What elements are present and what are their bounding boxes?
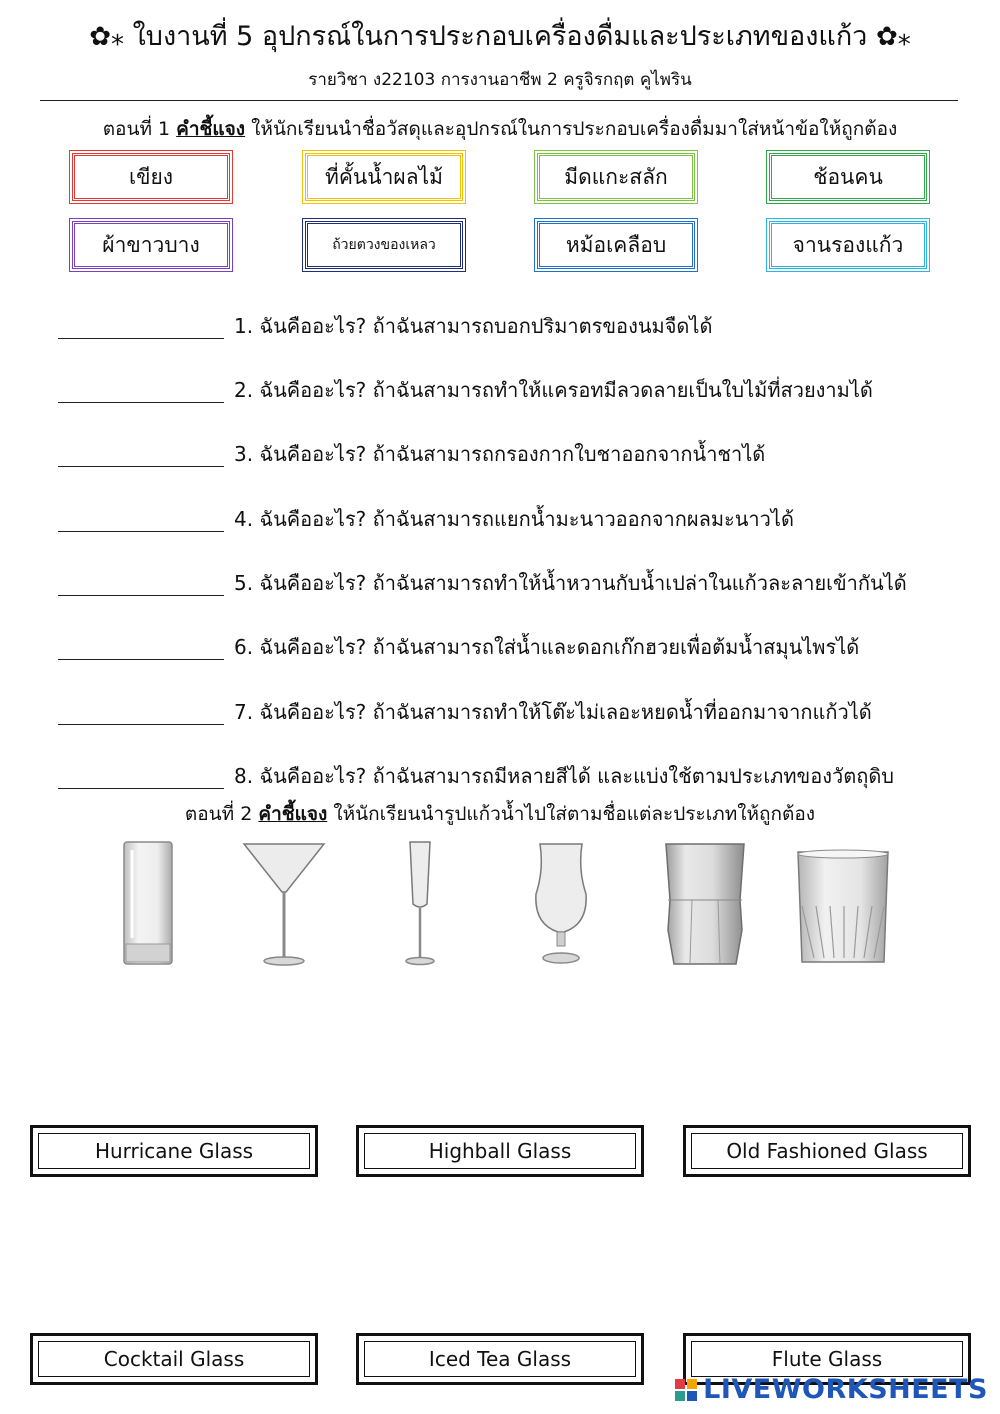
- question-item: 7. ฉันคืออะไร? ถ้าฉันสามารถทำให้โต๊ะไม่เลอะหยดน้ำที่ออกมาจากแก้วได้: [58, 696, 958, 728]
- flower-icon: ✿⁎: [89, 22, 125, 52]
- question-item: 6. ฉันคืออะไร? ถ้าฉันสามารถใส่น้ำและดอกเก๊กฮวยเพื่อต้มน้ำสมุนไพรได้: [58, 631, 958, 663]
- question-item: 4. ฉันคืออะไร? ถ้าฉันสามารถแยกน้ำมะนาวออกจากผลมะนาวได้: [58, 503, 958, 535]
- word-card[interactable]: มีดแกะสลัก: [537, 153, 695, 201]
- iced-tea-glass-icon[interactable]: [662, 840, 748, 968]
- drop-target-old-fashioned[interactable]: Old Fashioned Glass: [683, 1125, 971, 1177]
- divider: [40, 100, 958, 101]
- word-card[interactable]: ผ้าขาวบาง: [72, 221, 230, 269]
- drop-target-hurricane[interactable]: Hurricane Glass: [30, 1125, 318, 1177]
- word-card[interactable]: ที่คั้นน้ำผลไม้: [305, 153, 463, 201]
- flower-icon: ✿⁎: [875, 22, 911, 52]
- old-fashioned-glass-icon[interactable]: [794, 846, 892, 966]
- question-item: 5. ฉันคืออะไร? ถ้าฉันสามารถทำให้น้ำหวานกับน้ำเปล่าในแก้วละลายเข้ากันได้: [58, 567, 958, 599]
- question-item: 1. ฉันคืออะไร? ถ้าฉันสามารถบอกปริมาตรของนมจืดได้: [58, 310, 958, 342]
- answer-blank[interactable]: [58, 442, 224, 467]
- cocktail-glass-icon[interactable]: [240, 840, 328, 968]
- subject-line: รายวิชา ง22103 การงานอาชีพ 2 ครูจิรกฤต คูไพริน: [308, 70, 692, 90]
- answer-blank[interactable]: [58, 314, 224, 339]
- hurricane-glass-icon[interactable]: [530, 840, 592, 968]
- highball-glass-icon[interactable]: [118, 840, 178, 968]
- word-card[interactable]: ถ้วยตวงของเหลว: [305, 221, 463, 269]
- drop-target-cocktail[interactable]: Cocktail Glass: [30, 1333, 318, 1385]
- worksheet-title: ✿⁎ ใบงานที่ 5 อุปกรณ์ในการประกอบเครื่องดื่มและประเภทของแก้ว ✿⁎: [89, 21, 911, 52]
- drop-target-iced-tea[interactable]: Iced Tea Glass: [356, 1333, 644, 1385]
- answer-blank[interactable]: [58, 764, 224, 789]
- drop-target-flute[interactable]: Flute Glass: [683, 1333, 971, 1385]
- answer-blank[interactable]: [58, 700, 224, 725]
- liveworksheets-logo: LIVEWORKSHEETS: [675, 1374, 988, 1405]
- drop-target-highball[interactable]: Highball Glass: [356, 1125, 644, 1177]
- answer-blank[interactable]: [58, 635, 224, 660]
- part2-instruction: ตอนที่ 2 คำชี้แจง ให้นักเรียนนำรูปแก้วน้ำไปใส่ตามชื่อแต่ละประเภทให้ถูกต้อง: [184, 803, 816, 825]
- flute-glass-icon[interactable]: [400, 838, 440, 968]
- logo-blocks-icon: [675, 1379, 697, 1401]
- answer-blank[interactable]: [58, 507, 224, 532]
- question-item: 2. ฉันคืออะไร? ถ้าฉันสามารถทำให้แครอทมีลวดลายเป็นใบไม้ที่สวยงามได้: [58, 374, 958, 406]
- word-card[interactable]: ช้อนคน: [769, 153, 927, 201]
- question-item: 8. ฉันคืออะไร? ถ้าฉันสามารถมีหลายสีได้ และแบ่งใช้ตามประเภทของวัตถุดิบ: [58, 760, 958, 792]
- word-card[interactable]: จานรองแก้ว: [769, 221, 927, 269]
- answer-blank[interactable]: [58, 378, 224, 403]
- answer-blank[interactable]: [58, 571, 224, 596]
- question-item: 3. ฉันคืออะไร? ถ้าฉันสามารถกรองกากใบชาออกจากน้ำชาได้: [58, 438, 958, 470]
- word-card[interactable]: เขียง: [72, 153, 230, 201]
- part1-instruction: ตอนที่ 1 คำชี้แจง ให้นักเรียนนำชื่อวัสดุและอุปกรณ์ในการประกอบเครื่องดื่มมาใส่หน้าข้อให้ถูกต้อง: [102, 118, 898, 140]
- word-card[interactable]: หม้อเคลือบ: [537, 221, 695, 269]
